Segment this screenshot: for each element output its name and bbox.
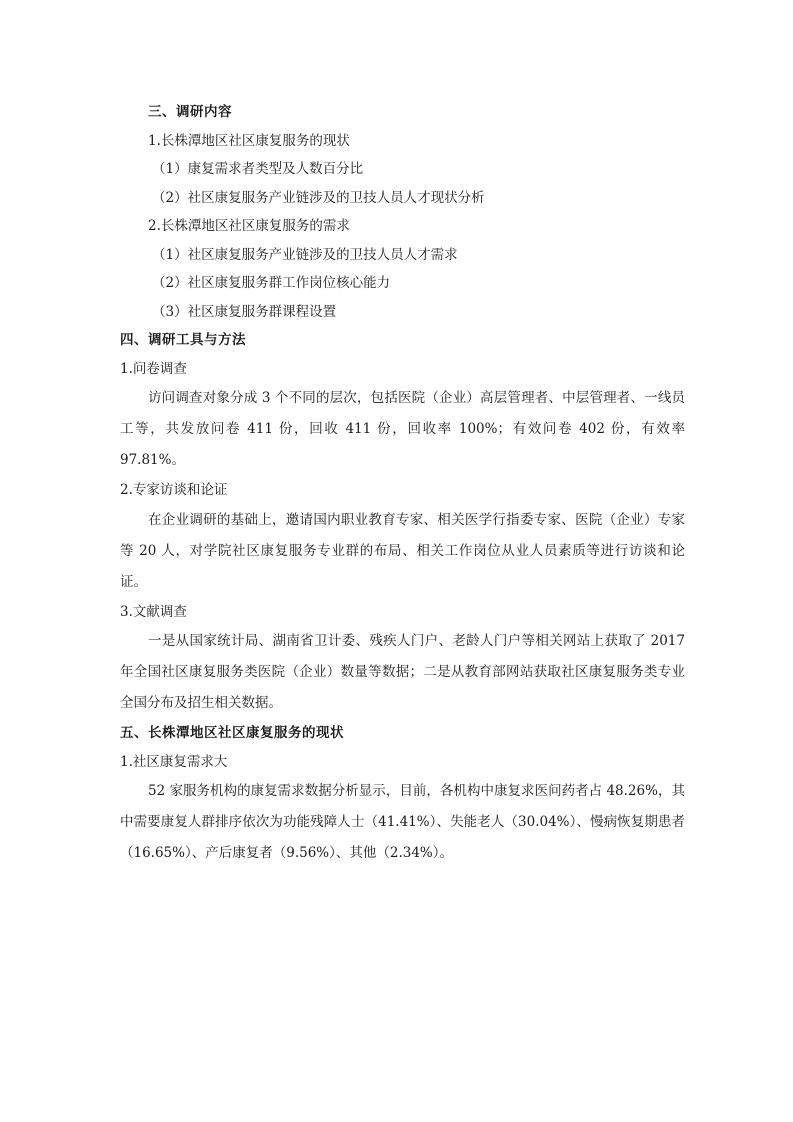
section-3-item-1-1: （1）康复需求者类型及人数百分比 [152, 161, 364, 177]
section-4-sub-1: 1.问卷调查 [120, 360, 187, 377]
section-4-heading: 四、调研工具与方法 [120, 332, 246, 348]
section-3-item-1-2: （2）社区康复服务产业链涉及的卫技人员人才现状分析 [152, 189, 485, 206]
section-3-item-1: 1.长株潭地区社区康复服务的现状 [148, 132, 350, 149]
section-3-item-2-2: （2）社区康复服务群工作岗位核心能力 [152, 275, 391, 291]
document-body [120, 98, 685, 869]
section-4-paragraph-3: 一是从国家统计局、湖南省卫计委、残疾人门户、老龄人门户等相关网站上获取了 2017 年全国社区康复服务类医院（企业）数量等数据；二是从教育部网站获取社区康复服务类专业全国分布及招生相关数据。 [120, 633, 685, 711]
section-3-heading: 三、调研内容 [148, 104, 232, 120]
section-4-sub-2: 2.专家访谈和论证 [120, 482, 228, 498]
section-5-sub-1: 1.社区康复需求大 [120, 753, 228, 770]
section-4-sub-3: 3.文献调查 [120, 603, 187, 620]
section-3-item-2-1: （1）社区康复服务产业链涉及的卫技人员人才需求 [152, 246, 458, 263]
section-3-item-2-3: （3）社区康复服务群课程设置 [152, 303, 337, 320]
section-5-heading: 五、长株潭地区社区康复服务的现状 [120, 725, 344, 741]
section-4-paragraph-1: 访问调查对象分成 3 个不同的层次，包括医院（企业）高层管理者、中层管理者、一线员工等，共发放问卷 411 份，回收 411 份，回收率 100%；有效问卷 402 份，有效率 97.81%。 [120, 390, 685, 468]
section-5-paragraph-1: 52 家服务机构的康复需求数据分析显示，目前，各机构中康复求医问药者占 48.26%，其中需要康复人群排序依次为功能残障人士（41.41%）、失能老人（30.04%）、慢病恢复期患者（16.65%）、产后康复者（9.56%）、其他（2.34%）。 [120, 783, 685, 861]
section-4-paragraph-2: 在企业调研的基础上，邀请国内职业教育专家、相关医学行指委专家、医院（企业）专家等 20 人，对学院社区康复服务专业群的布局、相关工作岗位从业人员素质等进行访谈和论证。 [120, 511, 685, 590]
section-3-item-2: 2.长株潭地区社区康复服务的需求 [148, 218, 350, 234]
